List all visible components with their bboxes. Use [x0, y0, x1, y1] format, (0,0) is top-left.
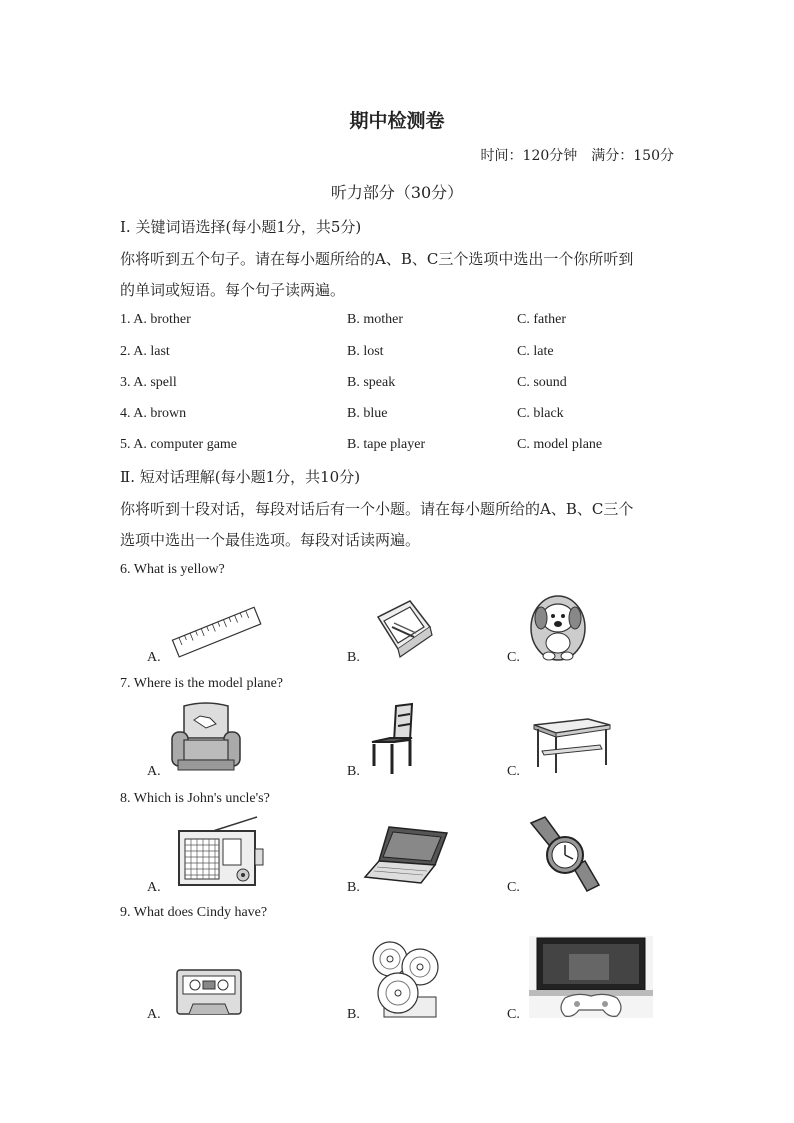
question-7: 7. Where is the model plane? — [120, 676, 284, 691]
page-title: 期中检测卷 — [349, 110, 445, 132]
section1-instruction-1: 你将听到五个句子。请在每小题所给的A、B、C三个选项中选出一个你所听到 — [120, 250, 634, 268]
toy-dog-icon — [527, 588, 589, 663]
section2-heading: Ⅱ. 短对话理解(每小题1分，共10分) — [120, 468, 361, 486]
ruler-icon — [170, 605, 265, 660]
section2-instruction-2: 选项中选出一个最佳选项。每段对话读两遍。 — [120, 531, 421, 549]
question-6: 6. What is yellow? — [120, 562, 225, 577]
q6-label-b: B. — [347, 650, 360, 665]
radio-icon — [175, 815, 265, 890]
section1-instruction-2: 的单词或短语。每个句子读两遍。 — [120, 281, 346, 299]
q8-label-c: C. — [507, 880, 520, 895]
q9-label-c: C. — [507, 1007, 520, 1022]
laptop-icon — [365, 825, 450, 885]
option-1b: B. mother — [347, 312, 403, 327]
option-3a: 3. A. spell — [120, 375, 177, 390]
sofa-icon — [170, 700, 242, 776]
option-1c: C. father — [517, 312, 566, 327]
q7-label-a: A. — [147, 764, 161, 779]
pencil-case-icon — [370, 597, 435, 662]
cassette-icon — [175, 968, 243, 1018]
option-2a: 2. A. last — [120, 344, 170, 359]
option-5a: 5. A. computer game — [120, 437, 238, 452]
part-heading: 听力部分（30分） — [330, 183, 464, 202]
q6-label-a: A. — [147, 650, 161, 665]
exam-meta: 时间：120分钟 满分：150分 — [480, 148, 674, 164]
q8-label-a: A. — [147, 880, 161, 895]
q8-label-b: B. — [347, 880, 360, 895]
option-2c: C. late — [517, 344, 554, 359]
question-8: 8. Which is John's uncle's? — [120, 791, 270, 806]
section1-heading: Ⅰ. 关键词语选择(每小题1分，共5分) — [120, 218, 362, 236]
section2-instruction-1: 你将听到十段对话，每段对话后有一个小题。请在每小题所给的A、B、C三个 — [120, 500, 634, 518]
q6-label-c: C. — [507, 650, 520, 665]
option-4c: C. black — [517, 406, 564, 421]
cd-icon — [372, 937, 444, 1019]
option-2b: B. lost — [347, 344, 384, 359]
game-controller-icon — [529, 936, 653, 1018]
option-1a: 1. A. brother — [120, 312, 191, 327]
option-5b: B. tape player — [347, 437, 426, 452]
desk-icon — [530, 715, 612, 775]
q7-label-b: B. — [347, 764, 360, 779]
watch-icon — [527, 815, 602, 893]
option-3c: C. sound — [517, 375, 567, 390]
q7-label-c: C. — [507, 764, 520, 779]
option-4a: 4. A. brown — [120, 406, 187, 421]
chair-icon — [368, 702, 423, 777]
q9-label-b: B. — [347, 1007, 360, 1022]
option-4b: B. blue — [347, 406, 388, 421]
option-3b: B. speak — [347, 375, 396, 390]
q9-label-a: A. — [147, 1007, 161, 1022]
option-5c: C. model plane — [517, 437, 603, 452]
question-9: 9. What does Cindy have? — [120, 905, 268, 920]
